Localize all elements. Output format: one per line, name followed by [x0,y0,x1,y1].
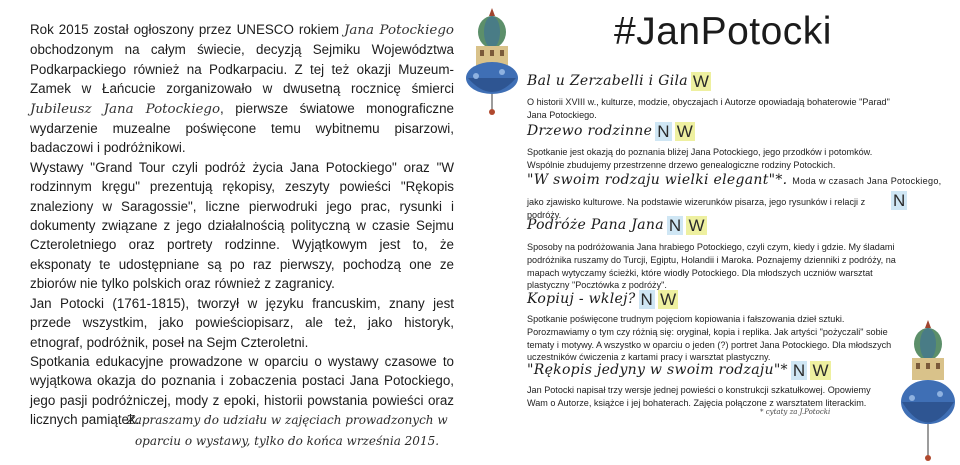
badge-n: N [792,361,806,380]
badge-w: W [688,216,705,235]
section-body-elegant: jako zjawisko kulturowe. Na podstawie wizerunków pisarza, jego rysunków i relacji z podróży. [527,197,866,220]
badge-w: W [812,361,829,380]
citation-note: * cytaty za J.Potocki [760,408,831,416]
badge-w: W [676,122,694,141]
section-body-kopiuj: Spotkanie poświęcone trudnym pojęciom kopiowania i fałszowania dzieł sztuki. Porozmawiamy o tym czy różnią się: oryginał, kopia i replika. Jak artyści "pożyczali" sobie tematy i motywy. A wszystko w oparciu o jeden (?) portret Jana Potockiego. Dla młodszych uczestników ćwiczenia z kartami pracy i warsztat plastyczny. [527,314,892,363]
hashtag-title: #JanPotocki [614,10,832,53]
section-title-kopiuj: Kopiuj - wklej? N W [527,290,677,309]
left-column [30,20,454,430]
intro-paragraph: Rok 2015 został ogłoszony przez UNESCO rokiem Jana Potockiego obchodzonym na całym świecie, decyzją Sejmiku Województwa Podkarpackiego również na Podkarpaciu. Z tej też okazji Muzeum-Zamek w Łańcucie zorganizowało w dwusetną rocznicę śmierci Jubileusz Jana Potockiego, pierwsze światowe monograficzne wydarzenie muzealne poświęcone temu wybitnemu pisarzowi, badaczowi i podróżnikowi. [30,22,454,156]
section-body-rekopis: Jan Potocki napisał trzy wersje jednej powieści o konstrukcji szkatułkowej. Opowiemy Wam o Autorze, książce i jej bohaterach. Zajęcia połączone z warsztatem literackim. [527,385,871,408]
education-paragraph: Spotkania edukacyjne prowadzone w oparciu o wystawy czasowe to wyjątkowa okazja do poznania i zobaczenia postaci Jana Potockiego, jego pasji podróżniczej, mody z epoki, historii powstania powieści oraz licznych pamiątek. [30,353,454,428]
section-title-podroze: Podróże Pana Jana N W [527,216,705,235]
exhibitions-paragraph: Wystawy "Grand Tour czyli podróż życia Jana Potockiego" oraz "W rodzinnym kręgu" prezentują rękopisy, zeszyty powieści "Rękopis znaleziony w Saragossie", liczne pierwodruki jego prac, rysunki i dokumenty związane z jego działalnością polityczną w czasie Sejmu Czteroletniego oraz portrety rodzinne. Wyjątkowym jest to, że eksponaty te udostępniane są po raz pierwszy, pochodzą one ze zbiorów nie tylko polskich oraz również z zagranicy. [30,159,454,292]
balloon-illustration-top [462,6,522,116]
section-body-podroze: Sposoby na podróżowania Jana hrabiego Potockiego, czyli czym, kiedy i gdzie. My śladami podróżnika ruszamy do Turcji, Egiptu, Holandii i Maroka. Poznajemy dzienniki z podróży, na mapach wytyczamy ścieżki, które wiodły Potockiego. Dla młodszych uczniów warsztat plastyczny "Pocztówka z podróży". [527,242,896,291]
badge-n: N [657,122,670,141]
badge-w: W [660,290,677,309]
section-title-rekopis: "Rękopis jedyny w swoim rodzaju"* N W [527,361,829,380]
section-body-drzewo: Spotkanie jest okazją do poznania bliżej Jana Potockiego, jego przodków i potomków. Wspólnie zbudujemy przestrzenne drzewo genealogiczne rodziny Potockich. [527,147,873,170]
balloon-illustration-bottom [898,318,958,463]
jubileusz-script: Jubileusz Jana Potockiego [30,101,221,117]
badge-w: W [692,72,710,91]
badge-n: N [668,216,682,235]
section-title-drzewo: Drzewo rodzinne N W [527,122,694,141]
badge-n: N [893,191,906,210]
badge-n: N [640,290,654,309]
section-title-bal: Bal u Zerzabelli i Gila W [527,72,710,91]
section-title-elegant: "W swoim rodzaju wielki elegant"*. Moda w czasach Jana Potockiego, [527,172,942,188]
invitation-text: Zapraszamy do udziału w zajęciach prowadzonych w oparciu o wystawy, tylko do końca września 2015. [126,413,448,448]
biography-paragraph: Jan Potocki (1761-1815), tworzył w języku francuskim, znany jest przede wszystkim, jako powieściopisarz, ale też, jako historyk, etnograf, podróżnik, poseł na Sejm Czteroletni. [30,295,454,350]
section-body-bal: O historii XVIII w., kulturze, modzie, obyczajach i Autorze opowiadają bohaterowie "Parad" Jana Potockiego. [527,97,890,120]
jan-potocki-script: Jana Potockiego [344,23,454,38]
